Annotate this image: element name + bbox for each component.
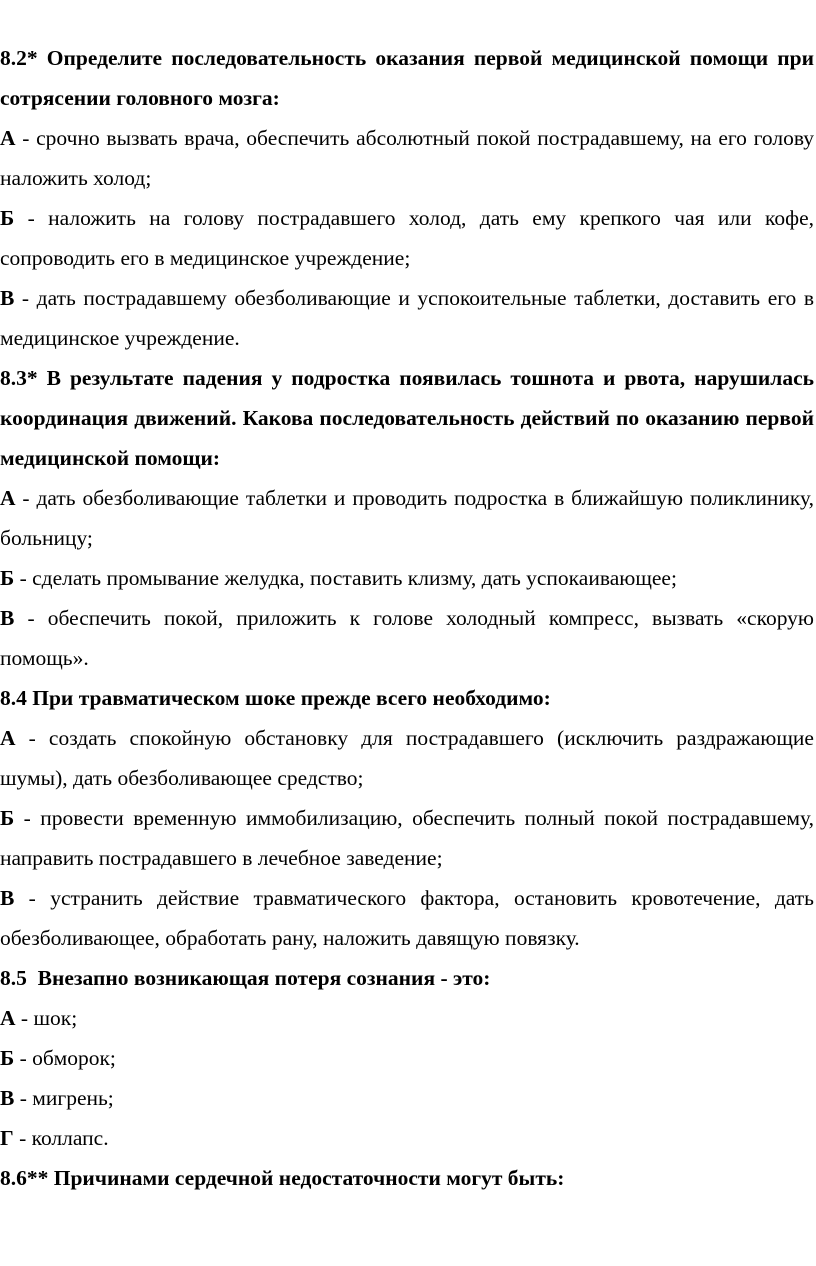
- option-letter: Б: [0, 806, 15, 830]
- question-8-5: [0, 958, 814, 998]
- question-8-6: [0, 1158, 814, 1198]
- option-text: шок;: [33, 1006, 78, 1030]
- option-text: провести временную иммобилизацию, обеспечить полный покой пострадавшему, направить пострадавшего в лечебное заведение;: [0, 806, 814, 870]
- option-text: мигрень;: [32, 1086, 114, 1110]
- question-number: 8.4: [0, 686, 27, 710]
- question-text: Причинами сердечной недостаточности могут быть:: [53, 1166, 565, 1190]
- option-letter: А: [0, 1006, 16, 1030]
- question-8-4: [0, 678, 814, 718]
- option-separator: -: [15, 126, 37, 150]
- option-letter: Б: [0, 566, 15, 590]
- answer-option: [0, 558, 814, 598]
- option-separator: -: [14, 806, 41, 830]
- option-text: дать пострадавшему обезболивающие и успокоительные таблетки, доставить его в медицинское учреждение.: [0, 286, 814, 350]
- option-text: устранить действие травматического фактора, остановить кровотечение, дать обезболивающее, обработать рану, наложить давящую повязку.: [0, 886, 814, 950]
- question-number: 8.3*: [0, 366, 38, 390]
- option-text: дать обезболивающие таблетки и проводить подростка в ближайшую поликлинику, больницу;: [0, 486, 814, 550]
- answer-option: [0, 478, 814, 558]
- option-separator: -: [14, 1086, 33, 1110]
- question-text: В результате падения у подростка появилась тошнота и рвота, нарушилась координация движений. Какова последовательность действий по оказанию первой медицинской помощи:: [0, 366, 815, 470]
- option-separator: -: [14, 886, 51, 910]
- option-letter: А: [0, 486, 16, 510]
- question-number: 8.6**: [0, 1166, 49, 1190]
- option-letter: В: [0, 286, 15, 310]
- answer-option: [0, 118, 814, 198]
- option-text: сделать промывание желудка, поставить клизму, дать успокаивающее;: [32, 566, 677, 590]
- option-separator: -: [14, 206, 49, 230]
- answer-option: [0, 1118, 814, 1158]
- answer-option: [0, 998, 814, 1038]
- question-number: 8.5: [0, 966, 27, 990]
- option-letter: В: [0, 886, 15, 910]
- option-letter: Б: [0, 206, 15, 230]
- answer-option: [0, 1078, 814, 1118]
- option-separator: -: [15, 1006, 34, 1030]
- option-letter: Г: [0, 1126, 14, 1150]
- option-separator: -: [14, 1046, 33, 1070]
- option-text: срочно вызвать врача, обеспечить абсолютный покой пострадавшему, на его голову наложить холод;: [0, 126, 815, 190]
- option-text: обеспечить покой, приложить к голове холодный компресс, вызвать «скорую помощь».: [0, 606, 814, 670]
- answer-option: [0, 598, 814, 678]
- option-letter: В: [0, 606, 15, 630]
- option-separator: -: [14, 286, 37, 310]
- option-separator: -: [15, 726, 49, 750]
- option-letter: В: [0, 1086, 15, 1110]
- answer-option: [0, 278, 814, 358]
- answer-option: [0, 878, 814, 958]
- answer-option: [0, 798, 814, 878]
- option-text: обморок;: [32, 1046, 116, 1070]
- question-8-3: [0, 358, 814, 478]
- option-letter: А: [0, 126, 16, 150]
- question-text: Определите последовательность оказания первой медицинской помощи при сотрясении головного мозга:: [0, 46, 815, 110]
- option-separator: -: [14, 566, 33, 590]
- answer-option: [0, 198, 814, 278]
- question-8-2: [0, 38, 814, 118]
- question-text: Внезапно возникающая потеря сознания - это:: [37, 966, 491, 990]
- option-letter: А: [0, 726, 16, 750]
- question-text: При травматическом шоке прежде всего необходимо:: [32, 686, 551, 710]
- option-separator: -: [13, 1126, 32, 1150]
- option-letter: Б: [0, 1046, 15, 1070]
- option-separator: -: [14, 606, 48, 630]
- option-separator: -: [15, 486, 37, 510]
- answer-option: [0, 718, 814, 798]
- option-text: создать спокойную обстановку для пострадавшего (исключить раздражающие шумы), дать обезболивающее средство;: [0, 726, 814, 790]
- question-number: 8.2*: [0, 46, 38, 70]
- answer-option: [0, 1038, 814, 1078]
- option-text: наложить на голову пострадавшего холод, дать ему крепкого чая или кофе, сопроводить его в медицинское учреждение;: [0, 206, 814, 270]
- option-text: коллапс.: [31, 1126, 109, 1150]
